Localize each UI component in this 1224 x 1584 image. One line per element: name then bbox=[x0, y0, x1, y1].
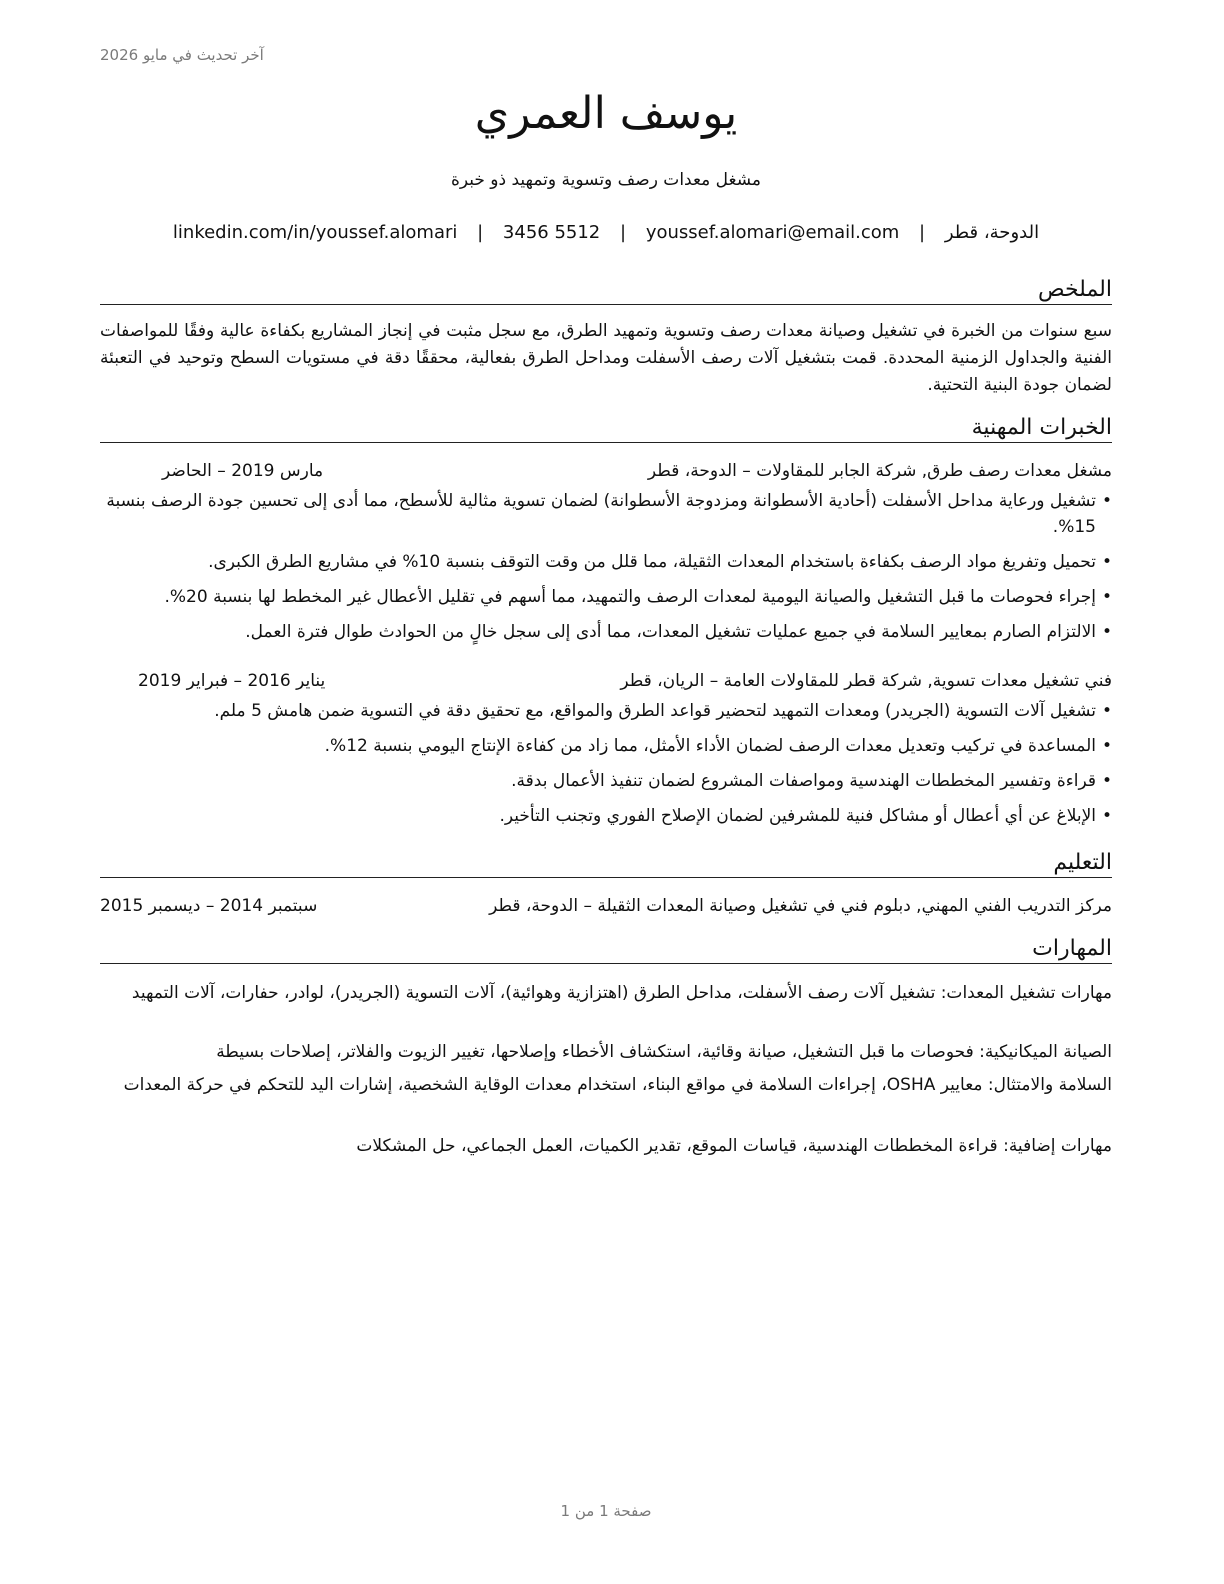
job-header bbox=[100, 458, 1112, 484]
bullet-marker: • bbox=[1101, 491, 1112, 511]
list-item: • إجراء فحوصات ما قبل التشغيل والصيانة اليومية لمعدات الرصف والتمهيد، مما أسهم في تقليل الأعطال غير المخطط لها بنسبة 20%. bbox=[100, 584, 1112, 610]
education-dates: سبتمبر 2014 – ديسمبر 2015 bbox=[100, 896, 318, 916]
page-number: صفحة 1 من 1 bbox=[560, 1502, 652, 1520]
list-item: • تشغيل آلات التسوية (الجريدر) ومعدات التمهيد لتحضير قواعد الطرق والمواقع، مع تحقيق دقة في التسوية ضمن هامش 5 ملم. bbox=[100, 698, 1112, 724]
list-item: • المساعدة في تركيب وتعديل معدات الرصف لضمان الأداء الأمثل، مما زاد من كفاءة الإنتاج اليومي بنسبة 12%. bbox=[100, 733, 1112, 759]
bullet-marker: • bbox=[1101, 771, 1112, 791]
bullet-marker: • bbox=[1101, 622, 1112, 642]
contact-separator: | bbox=[620, 222, 627, 243]
contact-separator: | bbox=[919, 222, 926, 243]
phone-number: 3456 5512 bbox=[502, 222, 601, 243]
email-link[interactable]: youssef.alomari@email.com bbox=[645, 222, 900, 243]
summary-heading: الملخص bbox=[100, 276, 1112, 305]
bullet-marker: • bbox=[1101, 701, 1112, 721]
list-item: • تحميل وتفريغ مواد الرصف بكفاءة باستخدام المعدات الثقيلة، مما قلل من وقت التوقف بنسبة 10% في مشاريع الطرق الكبرى. bbox=[100, 549, 1112, 575]
bullet-marker: • bbox=[1101, 552, 1112, 572]
education-title: مركز التدريب الفني المهني, دبلوم فني في تشغيل وصيانة المعدات الثقيلة – الدوحة، قطر bbox=[489, 896, 1112, 916]
list-item: • قراءة وتفسير المخططات الهندسية ومواصفات المشروع لضمان تنفيذ الأعمال بدقة. bbox=[100, 768, 1112, 794]
job-dates: يناير 2016 – فبراير 2019 bbox=[138, 671, 326, 691]
list-item: • تشغيل ورعاية مداحل الأسفلت (أحادية الأسطوانة ومزدوجة الأسطوانة) لضمان تسوية مثالية للأسطح، مما أدى إلى تحسين جودة الرصف بنسبة 15%. bbox=[100, 488, 1112, 540]
candidate-name: يوسف العمري bbox=[474, 88, 738, 139]
resume-page bbox=[100, 0, 1112, 1584]
job-header bbox=[100, 668, 1112, 694]
last-updated-note: آخر تحديث في مايو 2026 bbox=[100, 46, 264, 64]
skill-line: السلامة والامتثال: معايير OSHA، إجراءات السلامة في مواقع البناء، استخدام معدات الوقاية الشخصية، إشارات اليد للتحكم في حركة المعدات bbox=[123, 1075, 1112, 1095]
skill-line: الصيانة الميكانيكية: فحوصات ما قبل التشغيل، صيانة وقائية، استكشاف الأخطاء وإصلاحها، تغيير الزيوت والفلاتر، إصلاحات بسيطة bbox=[216, 1042, 1112, 1062]
bullet-marker: • bbox=[1101, 736, 1112, 756]
linkedin-link[interactable]: linkedin.com/in/youssef.alomari bbox=[172, 222, 458, 243]
contact-separator: | bbox=[477, 222, 484, 243]
experience-heading: الخبرات المهنية bbox=[100, 414, 1112, 443]
job-dates: مارس 2019 – الحاضر bbox=[162, 461, 324, 481]
job-bullets bbox=[100, 488, 1112, 654]
job-bullets bbox=[100, 698, 1112, 838]
education-heading: التعليم bbox=[100, 849, 1112, 878]
summary-text: سبع سنوات من الخبرة في تشغيل وصيانة معدات رصف وتسوية وتمهيد الطرق، مع سجل مثبت في إنجاز المشاريع بكفاءة عالية وفقًا للمواصفات الفنية والجداول الزمنية المحددة. قمت بتشغيل آلات رصف الأسفلت ومداحل الطرق بفعالية، محققًا دقة في مستويات السطح وتوحيد في التعبئة لضمان جودة البنية التحتية. bbox=[100, 321, 1112, 395]
skills-heading: المهارات bbox=[100, 935, 1112, 964]
job-title: مشغل معدات رصف طرق, شركة الجابر للمقاولات – الدوحة، قطر bbox=[647, 461, 1112, 481]
bullet-marker: • bbox=[1101, 806, 1112, 826]
skill-line: مهارات تشغيل المعدات: تشغيل آلات رصف الأسفلت، مداحل الطرق (اهتزازية وهوائية)، آلات التسوية (الجريدر)، لوادر، حفارات، آلات التمهيد bbox=[131, 983, 1112, 1003]
location: الدوحة، قطر bbox=[944, 222, 1040, 243]
job-title: فني تشغيل معدات تسوية, شركة قطر للمقاولات العامة – الريان، قطر bbox=[620, 671, 1112, 691]
list-item: • الالتزام الصارم بمعايير السلامة في جميع عمليات تشغيل المعدات، مما أدى إلى سجل خالٍ من الحوادث طوال فترة العمل. bbox=[100, 619, 1112, 645]
bullet-marker: • bbox=[1101, 587, 1112, 607]
skill-line: مهارات إضافية: قراءة المخططات الهندسية، قياسات الموقع، تقدير الكميات، العمل الجماعي، حل المشكلات bbox=[356, 1136, 1112, 1156]
list-item: • الإبلاغ عن أي أعطال أو مشاكل فنية للمشرفين لضمان الإصلاح الفوري وتجنب التأخير. bbox=[100, 803, 1112, 829]
contact-line bbox=[100, 222, 1112, 243]
education-entry bbox=[100, 893, 1112, 919]
candidate-headline: مشغل معدات رصف وتسوية وتمهيد ذو خبرة bbox=[450, 170, 762, 190]
